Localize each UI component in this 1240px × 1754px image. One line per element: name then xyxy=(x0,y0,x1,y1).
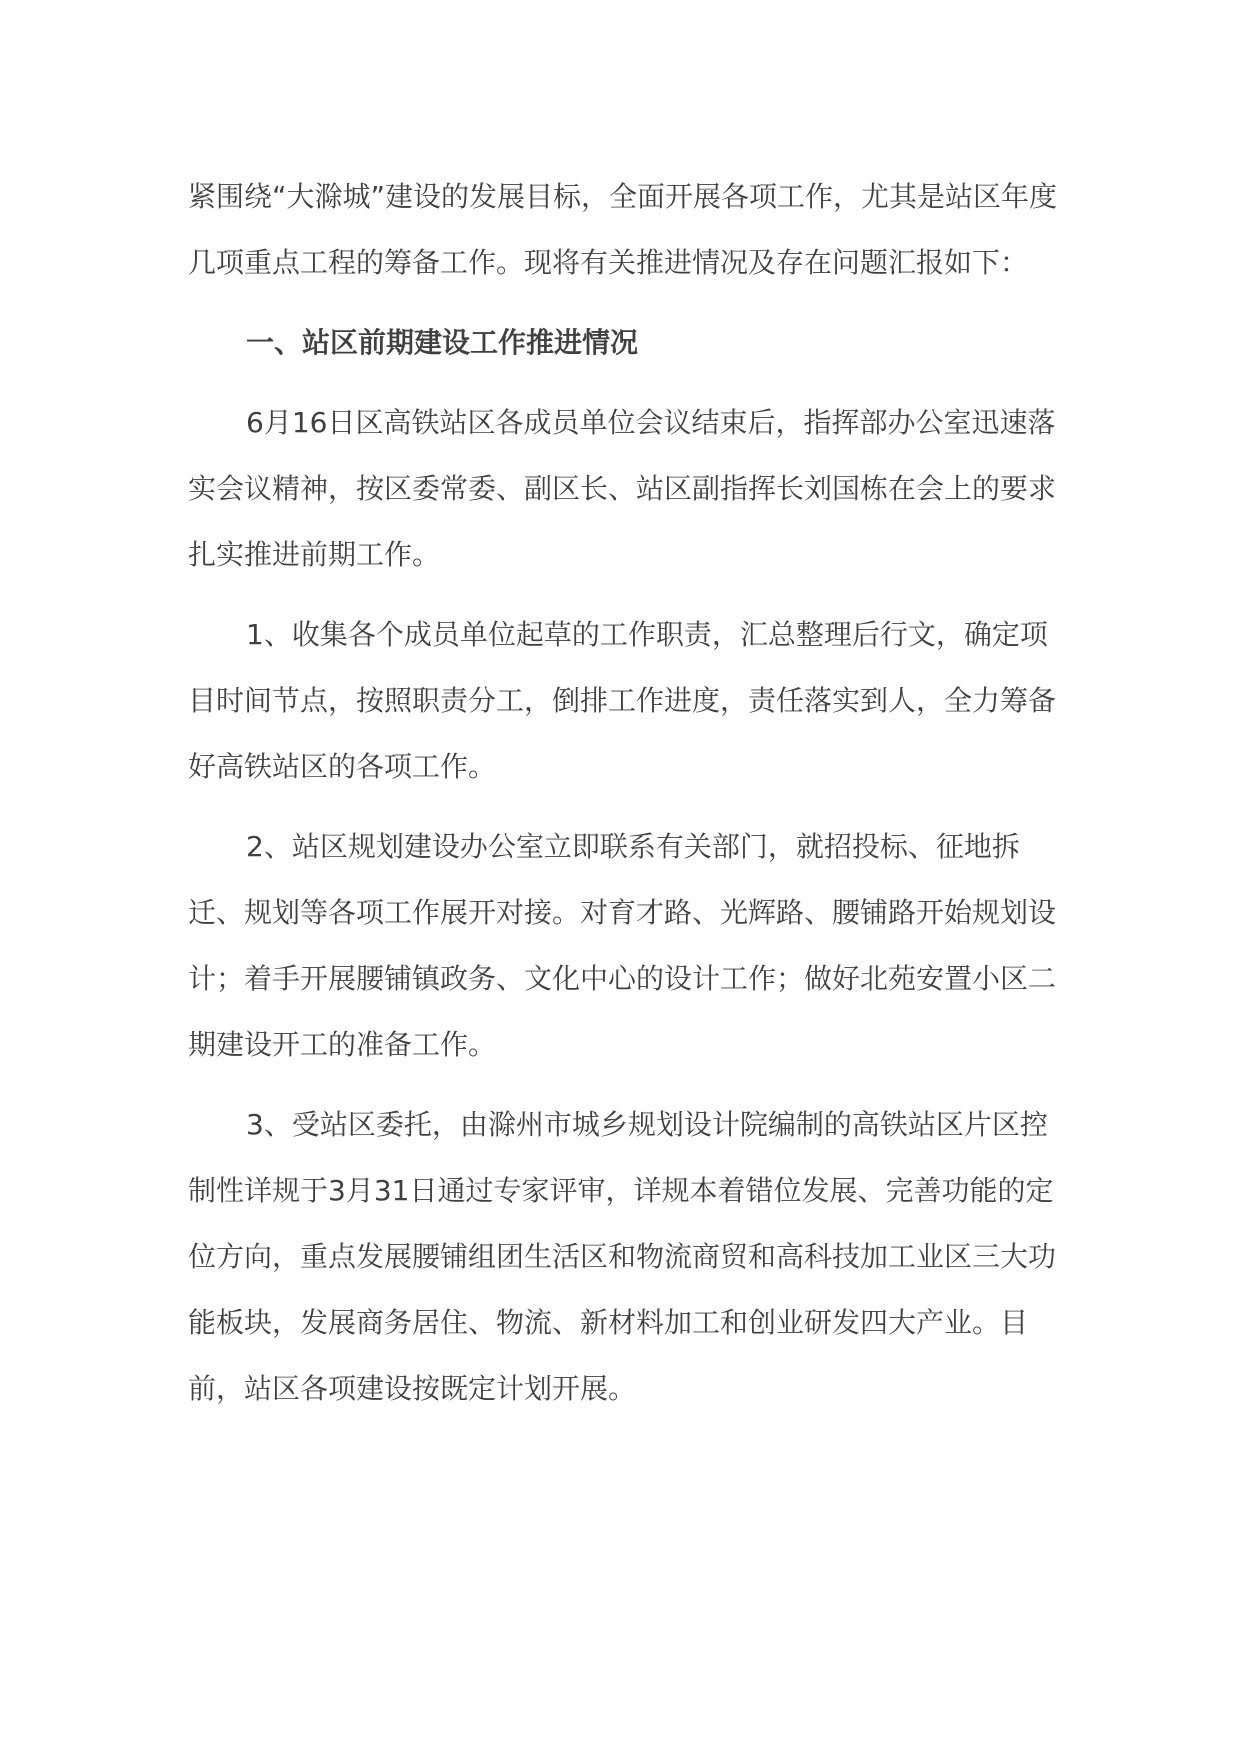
item-1-paragraph: 1、收集各个成员单位起草的工作职责，汇总整理后行文，确定项目时间节点，按照职责分工，倒排工作进度，责任落实到人，全力筹备好高铁站区的各项工作。 xyxy=(188,618,1057,783)
spacer xyxy=(188,296,1068,310)
spacer xyxy=(188,800,1068,814)
item-3-paragraph: 3、受站区委托，由滁州市城乡规划设计院编制的高铁站区片区控制性详规于3月31日通过专家评审，详规本着错位发展、完善功能的定位方向，重点发展腰铺组团生活区和物流商贸和高科技加工业区三大功能板块，发展商务居住、物流、新材料加工和创业研发四大产业。目前，站区各项建设按既定计划开展。 xyxy=(188,1108,1057,1405)
item-2-paragraph: 2、站区规划建设办公室立即联系有关部门，就招投标、征地拆迁、规划等各项工作展开对接。对育才路、光辉路、腰铺路开始规划设计；着手开展腰铺镇政务、文化中心的设计工作；做好北苑安置小区二期建设开工的准备工作。 xyxy=(188,830,1057,1061)
intro-paragraph: 紧围绕“大滁城”建设的发展目标，全面开展各项工作，尤其是站区年度几项重点工程的筹备工作。现将有关推进情况及存在问题汇报如下： xyxy=(188,180,1058,279)
spacer xyxy=(188,376,1068,390)
spacer xyxy=(188,588,1068,602)
document-body xyxy=(188,164,1068,1422)
spacer xyxy=(188,1078,1068,1092)
section-intro-paragraph: 6月16日区高铁站区各成员单位会议结束后，指挥部办公室迅速落实会议精神，按区委常委、副区长、站区副指挥长刘国栋在会上的要求扎实推进前期工作。 xyxy=(188,406,1057,571)
section-heading: 一、站区前期建设工作推进情况 xyxy=(246,326,639,359)
